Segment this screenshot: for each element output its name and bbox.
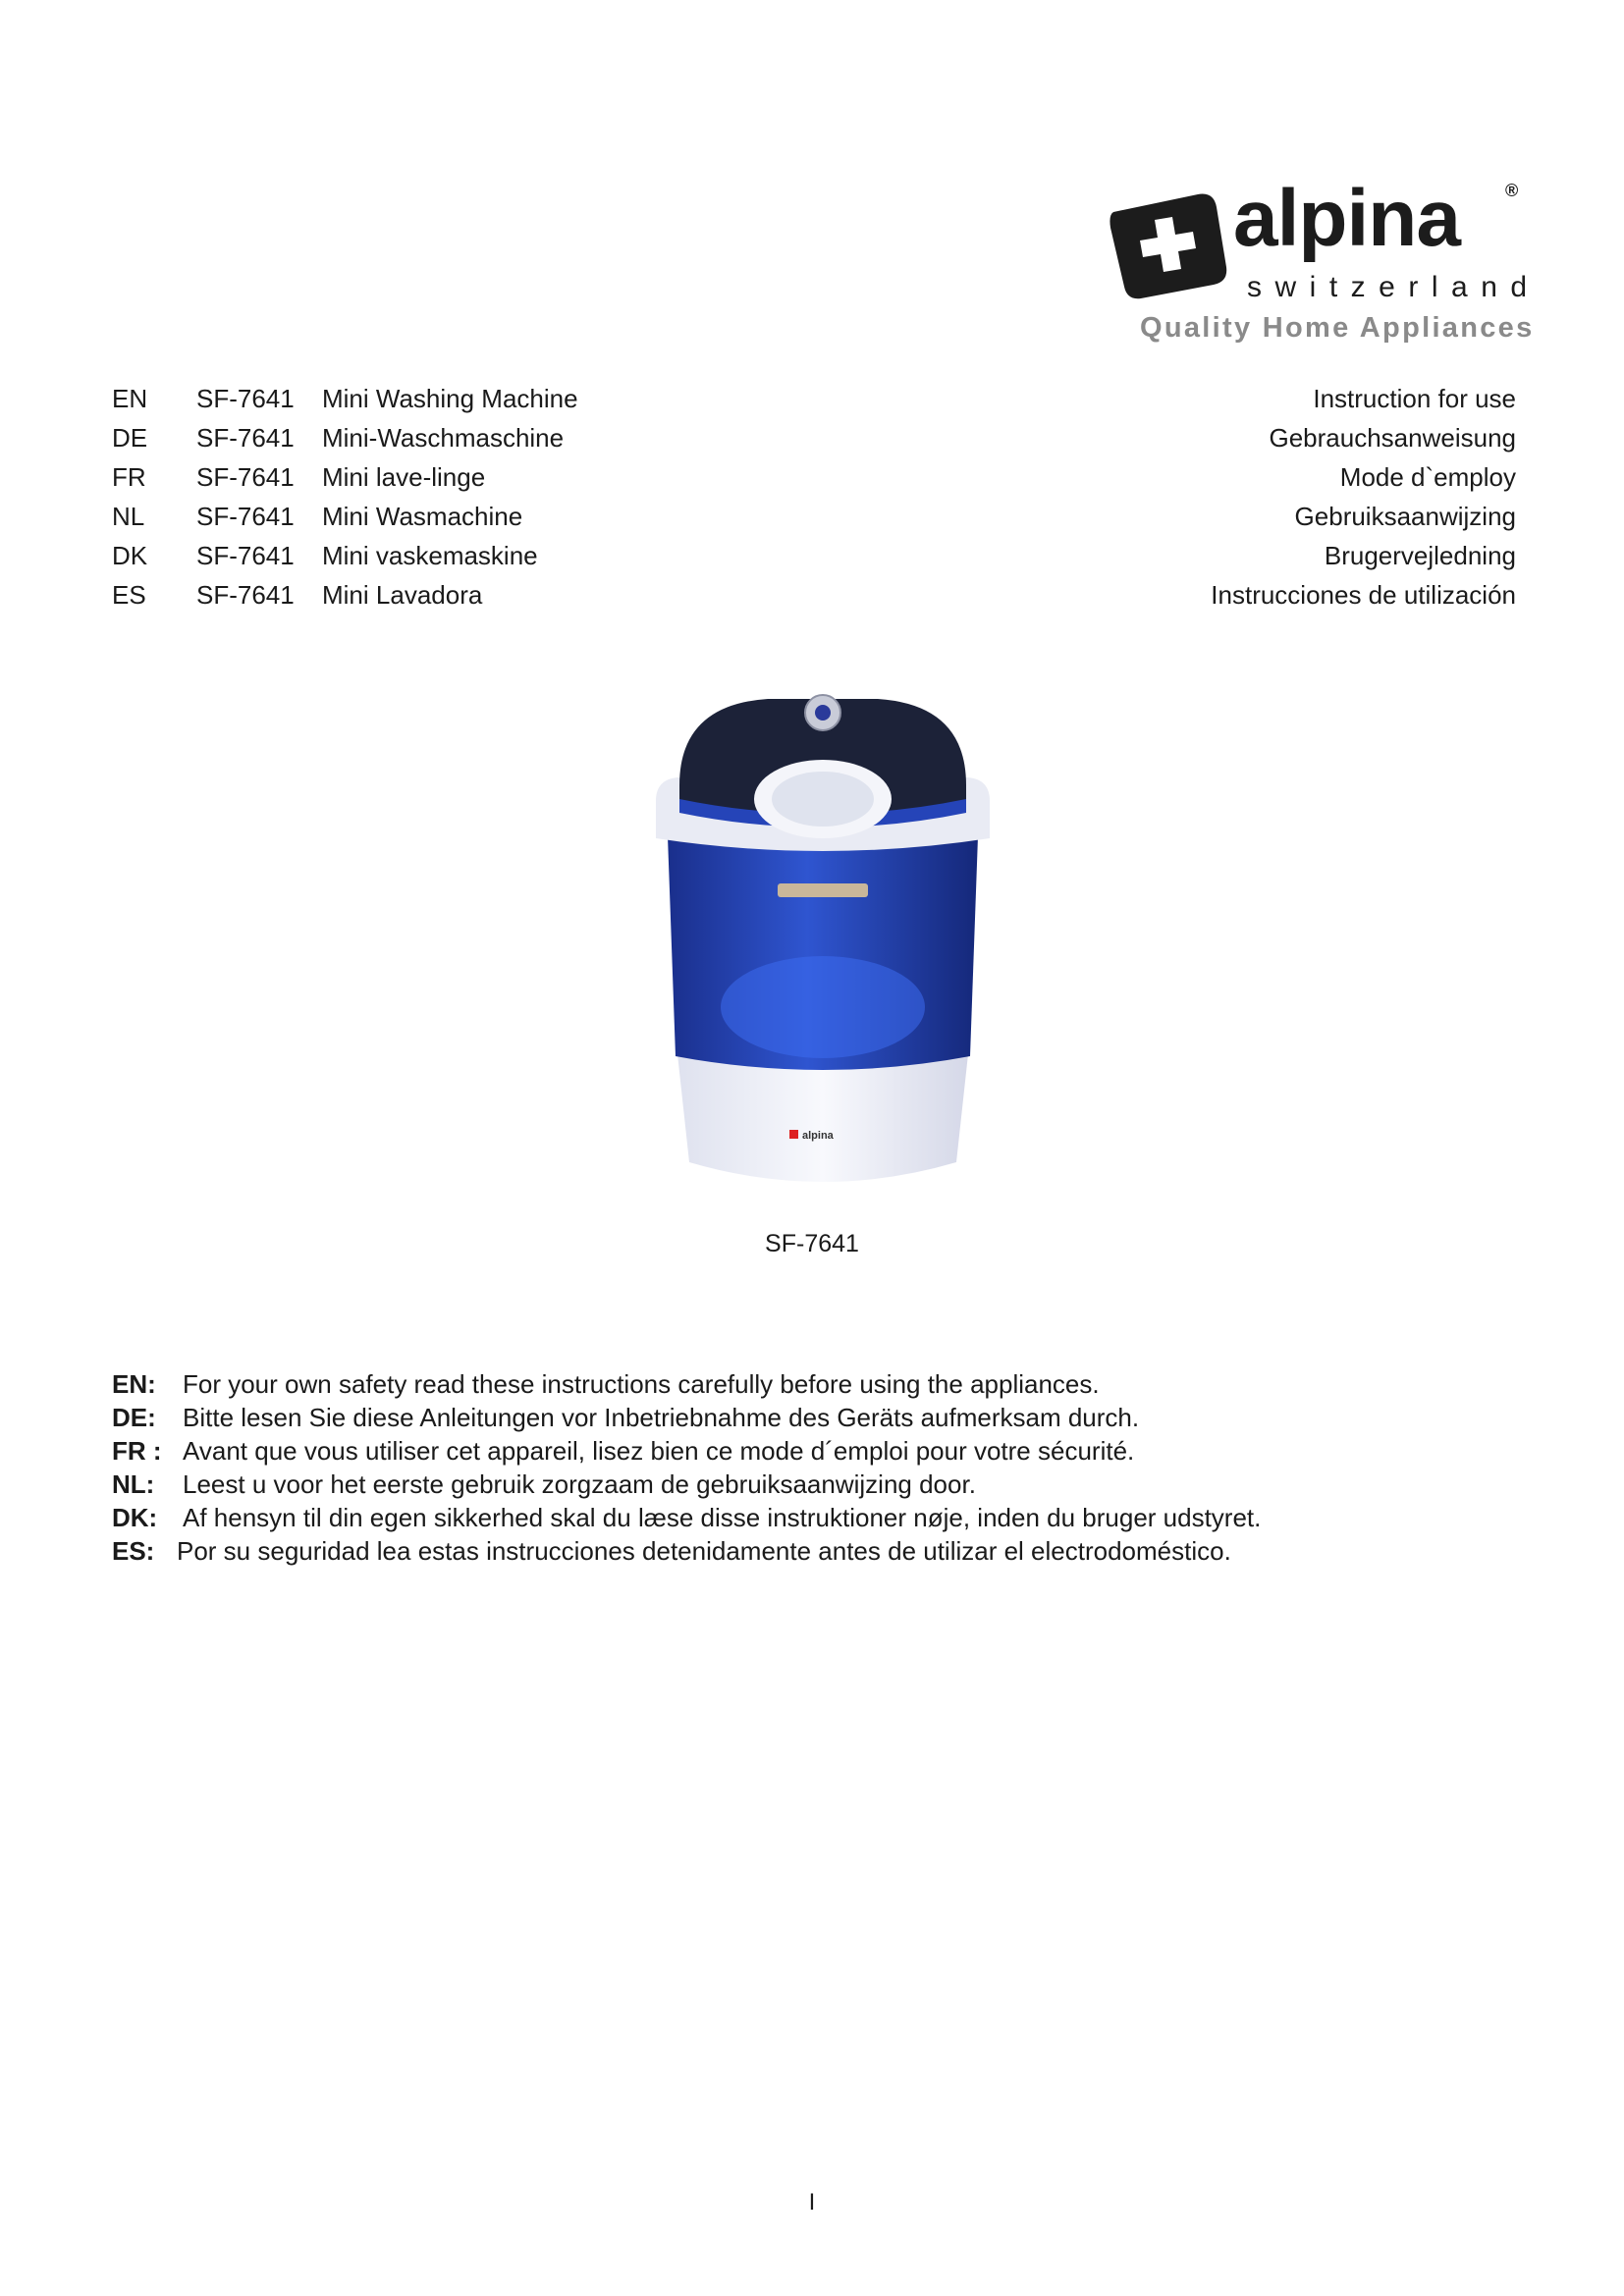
language-code: FR [112, 462, 146, 492]
safety-notes [112, 1367, 1536, 1568]
document-type: Brugervejledning [1324, 541, 1516, 570]
model-number: SF-7641 [196, 541, 295, 570]
product-name: Mini-Waschmaschine [322, 423, 565, 453]
title-row [110, 536, 1516, 575]
badge-label: alpina [802, 1130, 834, 1142]
product-name: Mini Wasmachine [322, 502, 523, 531]
washing-machine-image [650, 691, 996, 1192]
document-type: Gebrauchsanweisung [1269, 423, 1516, 453]
model-number: SF-7641 [196, 580, 295, 610]
swiss-cross-icon [1108, 190, 1230, 303]
safety-note [112, 1367, 1536, 1401]
brand-logo [1108, 174, 1541, 350]
language-code: DE: [112, 1403, 156, 1432]
registered-mark: ® [1505, 181, 1519, 200]
document-type: Instruction for use [1313, 384, 1516, 413]
safety-note [112, 1468, 1536, 1501]
document-type: Gebruiksaanwijzing [1294, 502, 1516, 531]
model-number: SF-7641 [196, 502, 295, 531]
safety-text: Por su seguridad lea estas instrucciones detenidamente antes de utilizar el electrodoméstico. [177, 1536, 1231, 1566]
language-code: DE [112, 423, 148, 453]
title-row [110, 497, 1516, 536]
safety-note [112, 1434, 1536, 1468]
document-type: Instrucciones de utilización [1211, 580, 1516, 610]
language-code: EN [112, 384, 148, 413]
product-name: Mini Lavadora [322, 580, 483, 610]
title-row [110, 379, 1516, 418]
safety-note [112, 1401, 1536, 1434]
safety-text: Leest u voor het eerste gebruik zorgzaam de gebruiksaanwijzing door. [183, 1469, 976, 1499]
language-code: DK: [112, 1503, 158, 1532]
product-name: Mini lave-linge [322, 462, 486, 492]
brand-name: alpina [1233, 174, 1460, 263]
language-code: FR : [112, 1436, 162, 1466]
language-code: NL: [112, 1469, 155, 1499]
language-code: EN: [112, 1369, 156, 1399]
title-row [110, 457, 1516, 497]
model-number: SF-7641 [196, 384, 295, 413]
title-row [110, 575, 1516, 614]
safety-text: For your own safety read these instructions carefully before using the appliances. [183, 1369, 1100, 1399]
safety-note [112, 1534, 1536, 1568]
safety-text: Bitte lesen Sie diese Anleitungen vor Inbetriebnahme des Geräts aufmerksam durch. [183, 1403, 1140, 1432]
title-row [110, 418, 1516, 457]
brand-tagline: Quality Home Appliances [1140, 312, 1535, 344]
language-code: ES: [112, 1536, 155, 1566]
product-name: Mini vaskemaskine [322, 541, 538, 570]
language-code: ES [112, 580, 146, 610]
model-number: SF-7641 [196, 462, 295, 492]
document-type: Mode d`employ [1339, 462, 1516, 492]
page-number: I [808, 2189, 816, 2216]
title-block [110, 379, 1516, 614]
safety-note [112, 1501, 1536, 1534]
brand-subline: switzerland [1247, 271, 1541, 303]
language-code: NL [112, 502, 145, 531]
language-code: DK [112, 541, 148, 570]
product-name: Mini Washing Machine [322, 384, 578, 413]
image-caption: SF-7641 [765, 1230, 859, 1257]
model-number: SF-7641 [196, 423, 295, 453]
safety-text: Avant que vous utiliser cet appareil, lisez bien ce mode d´emploi pour votre sécurité. [183, 1436, 1135, 1466]
safety-text: Af hensyn til din egen sikkerhed skal du læse disse instruktioner nøje, inden du bruger udstyret. [183, 1503, 1262, 1532]
